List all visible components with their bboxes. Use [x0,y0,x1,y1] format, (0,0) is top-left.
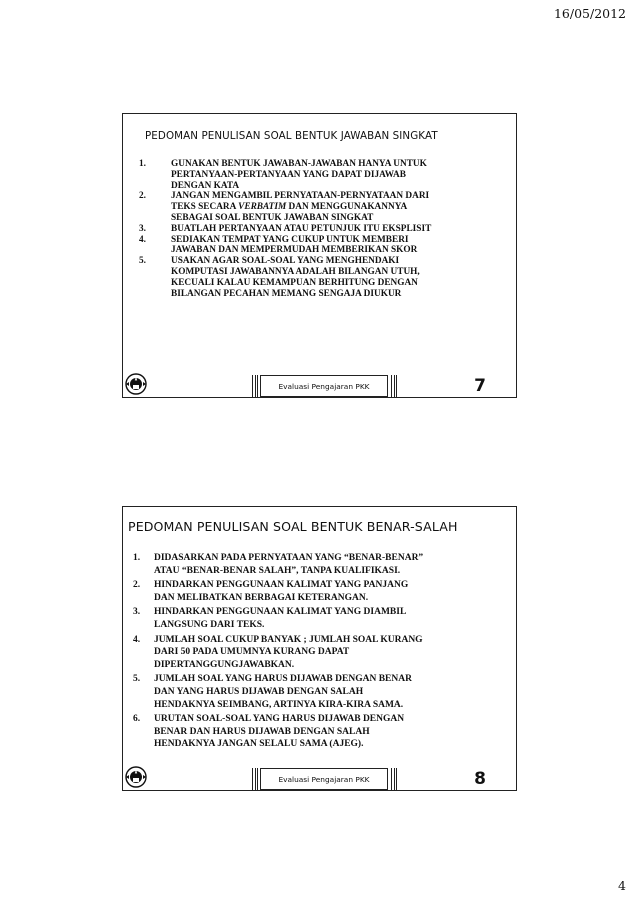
list-item [139,235,509,257]
item-text [171,191,509,223]
university-logo-icon [125,766,147,788]
slide-8 [122,506,517,791]
item-text: GUNAKAN BENTUK JAWABAN-JAWABAN HANYA UNTUK PERTANYAAN-PERTANYAAN YANG DAPAT DIJAWAB DENGAN KATA [171,159,427,191]
slide-title: PEDOMAN PENULISAN SOAL BENTUK JAWABAN SINGKAT [145,130,438,142]
slide-number: 8 [474,769,486,789]
item-text: HINDARKAN PENGGUNAAN KALIMAT YANG PANJANG DAN MELIBATKAN BERBAGAI KETERANGAN. [154,580,409,603]
item-number: 2. [133,580,141,591]
slide-footer [123,373,516,397]
item-text: JUMLAH SOAL YANG HARUS DIJAWAB DENGAN BENAR DAN YANG HARUS DIJAWAB DENGAN SALAH HENDAKNYA SEIMBANG, ARTINYA KIRA-KIRA SAMA. [154,674,412,710]
item-number: 1. [133,553,141,563]
footer-divider [252,375,258,397]
list-item [133,673,511,711]
guideline-list [133,552,511,753]
page-date: 16/05/2012 [553,6,626,21]
footer-divider [252,768,258,790]
item-number: 4. [139,234,146,245]
item-text-italic: VERBATIM [238,202,287,213]
item-number: 1. [139,159,146,169]
item-text: HINDARKAN PENGGUNAAN KALIMAT YANG DIAMBIL LANGSUNG DARI TEKS. [154,607,407,630]
item-text: BUATLAH PERTANYAAN ATAU PETUNJUK ITU EKSPLISIT [171,223,432,234]
item-text: URUTAN SOAL-SOAL YANG HARUS DIJAWAB DENGAN BENAR DAN HARUS DIJAWAB DENGAN SALAH HENDAKNYA JANGAN SELALU SAMA (AJEG). [154,714,405,750]
list-item [139,159,509,191]
slide-footer [123,766,516,790]
page-number: 4 [618,878,626,893]
item-text: DIDASARKAN PADA PERNYATAAN YANG “BENAR-BENAR” ATAU “BENAR-BENAR SALAH”, TANPA KUALIFIKASI. [154,553,424,576]
university-logo-icon [125,373,147,395]
list-item [139,256,509,299]
list-item [133,552,511,577]
list-item [139,191,509,223]
list-item [133,634,511,672]
item-text: JUMLAH SOAL CUKUP BANYAK ; JUMLAH SOAL KURANG DARI 50 PADA UMUMNYA KURANG DAPAT DIPERTANGGUNGJAWABKAN. [154,634,423,670]
item-text: SEDIAKAN TEMPAT YANG CUKUP UNTUK MEMBERI JAWABAN DAN MEMPERMUDAH MEMBERIKAN SKOR [171,234,418,256]
item-number: 3. [139,223,146,234]
slide-number: 7 [474,376,486,396]
item-number: 3. [133,607,141,618]
footer-label: Evaluasi Pengajaran PKK [260,375,388,397]
item-number: 5. [133,674,141,685]
item-text: USAKAN AGAR SOAL-SOAL YANG MENGHENDAKI KOMPUTASI JAWABANNYA ADALAH BILANGAN UTUH, KECUALI KALAU KEMAMPUAN BERHITUNG DENGAN BILANGAN PECAHAN MEMANG SENGAJA DIUKUR [171,256,420,299]
item-number: 6. [133,714,141,725]
slide-7 [122,113,517,398]
item-number: 2. [139,191,146,202]
item-text-part: DAN MENGGUNAKANNYA SEBAGAI SOAL BENTUK JAWABAN SINGKAT [171,202,408,223]
item-number: 5. [139,256,146,267]
footer-divider [391,375,397,397]
footer-label: Evaluasi Pengajaran PKK [260,768,388,790]
slide-title: PEDOMAN PENULISAN SOAL BENTUK BENAR-SALAH [128,519,458,534]
footer-divider [391,768,397,790]
item-number: 4. [133,634,141,645]
list-item [133,713,511,751]
list-item [133,606,511,631]
list-item [133,579,511,604]
list-item [139,224,509,235]
guideline-list [139,159,509,299]
item-text-part: JANGAN MENGAMBIL PERNYATAAN-PERNYATAAN DARI TEKS SECARA [171,191,430,213]
